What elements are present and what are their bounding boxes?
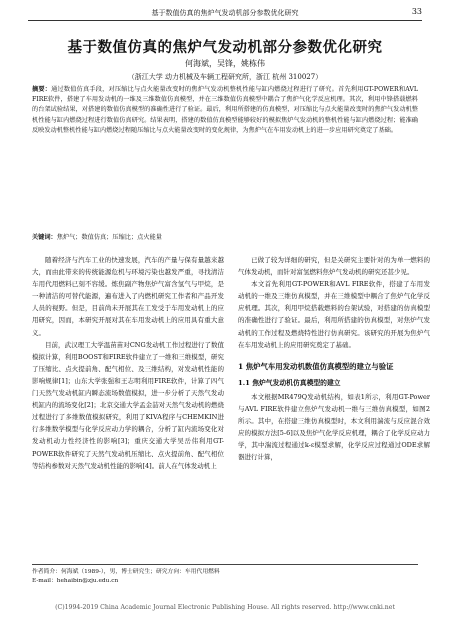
running-head-title: 基于数值仿真的焦炉气发动机部分参数优化研究 [151, 9, 299, 17]
keywords [32, 232, 418, 241]
keywords-text: 焦炉气；数值仿真；压缩比；点火能量 [56, 234, 162, 241]
abstract-label: 摘要： [32, 86, 52, 93]
left-column [32, 254, 224, 472]
intro-paragraph-1: 随着经济与汽车工业的快速发展，汽车的产量与保有量越来越大，而由此带来的传统能源危机与环境污染也越发严重，寻找清洁车用代用燃料已刻不容缓。炼焦副产物焦炉气富含氢气与甲烷，是一种清洁的可替代能源，遍布进入了内燃机研究工作者和产品开发人员的视野。但是，目前尚未开展其在工发受于车用发动机上的应用研究，因而，本研究开展对其在车用发动机上的应用具有重大意义。 [32, 256, 224, 337]
intro-paragraph-4: 本文首先利用GT-POWER和AVL FIRE软件，搭建了车用发动机的一维及三维仿真模型，并在三维模型中耦合了焦炉气化学反应机理。其次，利用甲烷搭载燃料的台架试验，对搭建的仿真模型的准确性进行了验证。最后，利用所搭建的仿真模型，对焦炉气发动机的工作过程及燃烧特性进行仿真研究。该研究的开展为焦炉气在车用发动机上的应用研究奠定了基础。 [238, 280, 430, 349]
abstract-text: 通过数值仿真手段，对压缩比与点火能量改变时的焦炉气发动机整机性能与缸内燃烧过程进行了研究。首先利用GT-POWER和AVL FIRE软件，搭建了车用发动机的一维及三维数值仿真模型，并在三维数值仿真模型中耦合了焦炉气化学反应机理。其次，利用中锋搭载燃料的台架试验结果，对搭建的数值仿真模型的准确性进行了验证。最后，利用所搭建的仿真模型，对压缩比与点火能量改变时的焦炉气发动机整机性能与缸内燃烧过程进行数值仿真研究。结果表明，搭建的数值仿真模型能够较好的模拟焦炉气发动机的整机性能与缸内燃烧过程；能准确反映发动机整机性能与缸内燃烧过程随压缩比与点火能量改变时的变化规律，为焦炉气在车用发动机上的进一步应用研究奠定了基础。 [32, 86, 419, 134]
section-1-1-heading: 1.1 焦炉气发动机仿真模型的建立 [238, 378, 341, 387]
right-column [238, 254, 430, 463]
abstract [32, 85, 418, 136]
footnote [32, 564, 418, 586]
footnote-email: E-mail：hehaibin@zju.edu.cn [32, 578, 119, 584]
intro-paragraph-3: 已做了较为详细的研究，但是关研究主要针对的为单一燃料的气体发动机，而针对富氢燃料焦炉气发动机的研究还甚少见。 [238, 256, 430, 277]
affiliation: （浙江大学 动力机械及车辆工程研究所，浙江 杭州 310027） [127, 73, 323, 81]
running-head [28, 6, 422, 21]
page-number: 33 [411, 7, 422, 16]
copyright-line: (C)1994-2019 China Academic Journal Electronic Publishing House. All rights reserved. http://www.cnki.net [55, 604, 395, 611]
paper-title: 基于数值仿真的焦炉气发动机部分参数优化研究 [67, 40, 383, 56]
footnote-author: 作者简介：何海斌（1989-），男，博士研究生；研究方向：车用代用燃料 [32, 569, 220, 575]
intro-paragraph-2: 目前，武汉理工大学温苗苗对CNG发动机工作过程进行了数值模拟计算，利用BOOST和FIRE软件建立了一维和三维模型，研究了压缩比、点火提前角、配气相位、及三维结构，对发动机性能的影响规律[1]；山东大学张强和王志明利用FIRE软件，计算了四气门天然气发动机缸内瞬态流场数值模拟，进一步分析了天然气发动机缸内的流场变化[2]；北京交通大学孟金喆对天然气发动机的燃烧过程进行了多维数值模拟研究，利用了KIVA程序与CHEMKIN进行多维数学模型与化学反应动力学的耦合，分析了缸内流场变化对发动机动力性经济性的影响[3]；重庆交通大学吴岳伟利用GT-POWER软件研究了天然气发动机压缩比、点火提前角、配气相位等结构参数对天然气发动机性能的影响[4]。前人在气体发动机上 [32, 340, 224, 470]
section-1-1-paragraph: 本文根据MR479Q发动机结构，如表1所示，利用GT-Power与AVL FIRE软件建立焦炉气发动机一维与三维仿真模型，如图2所示。其中，在搭建三维仿真模型时，本文利用湍流与反应混合效应的模拟方法[5-6]以及焦炉气化学反应机理，耦合了化学反应动力学，其中湍流过程通过k-ε模型求解，化学反应过程通过ODE求解器进行计算， [238, 392, 430, 462]
section-1-heading: 1 焦炉气车用发动机数值仿真模型的建立与验证 [238, 361, 394, 371]
keywords-label: 关键词： [32, 234, 57, 241]
authors: 何海斌，吴锋，姚栋伟 [185, 59, 265, 68]
